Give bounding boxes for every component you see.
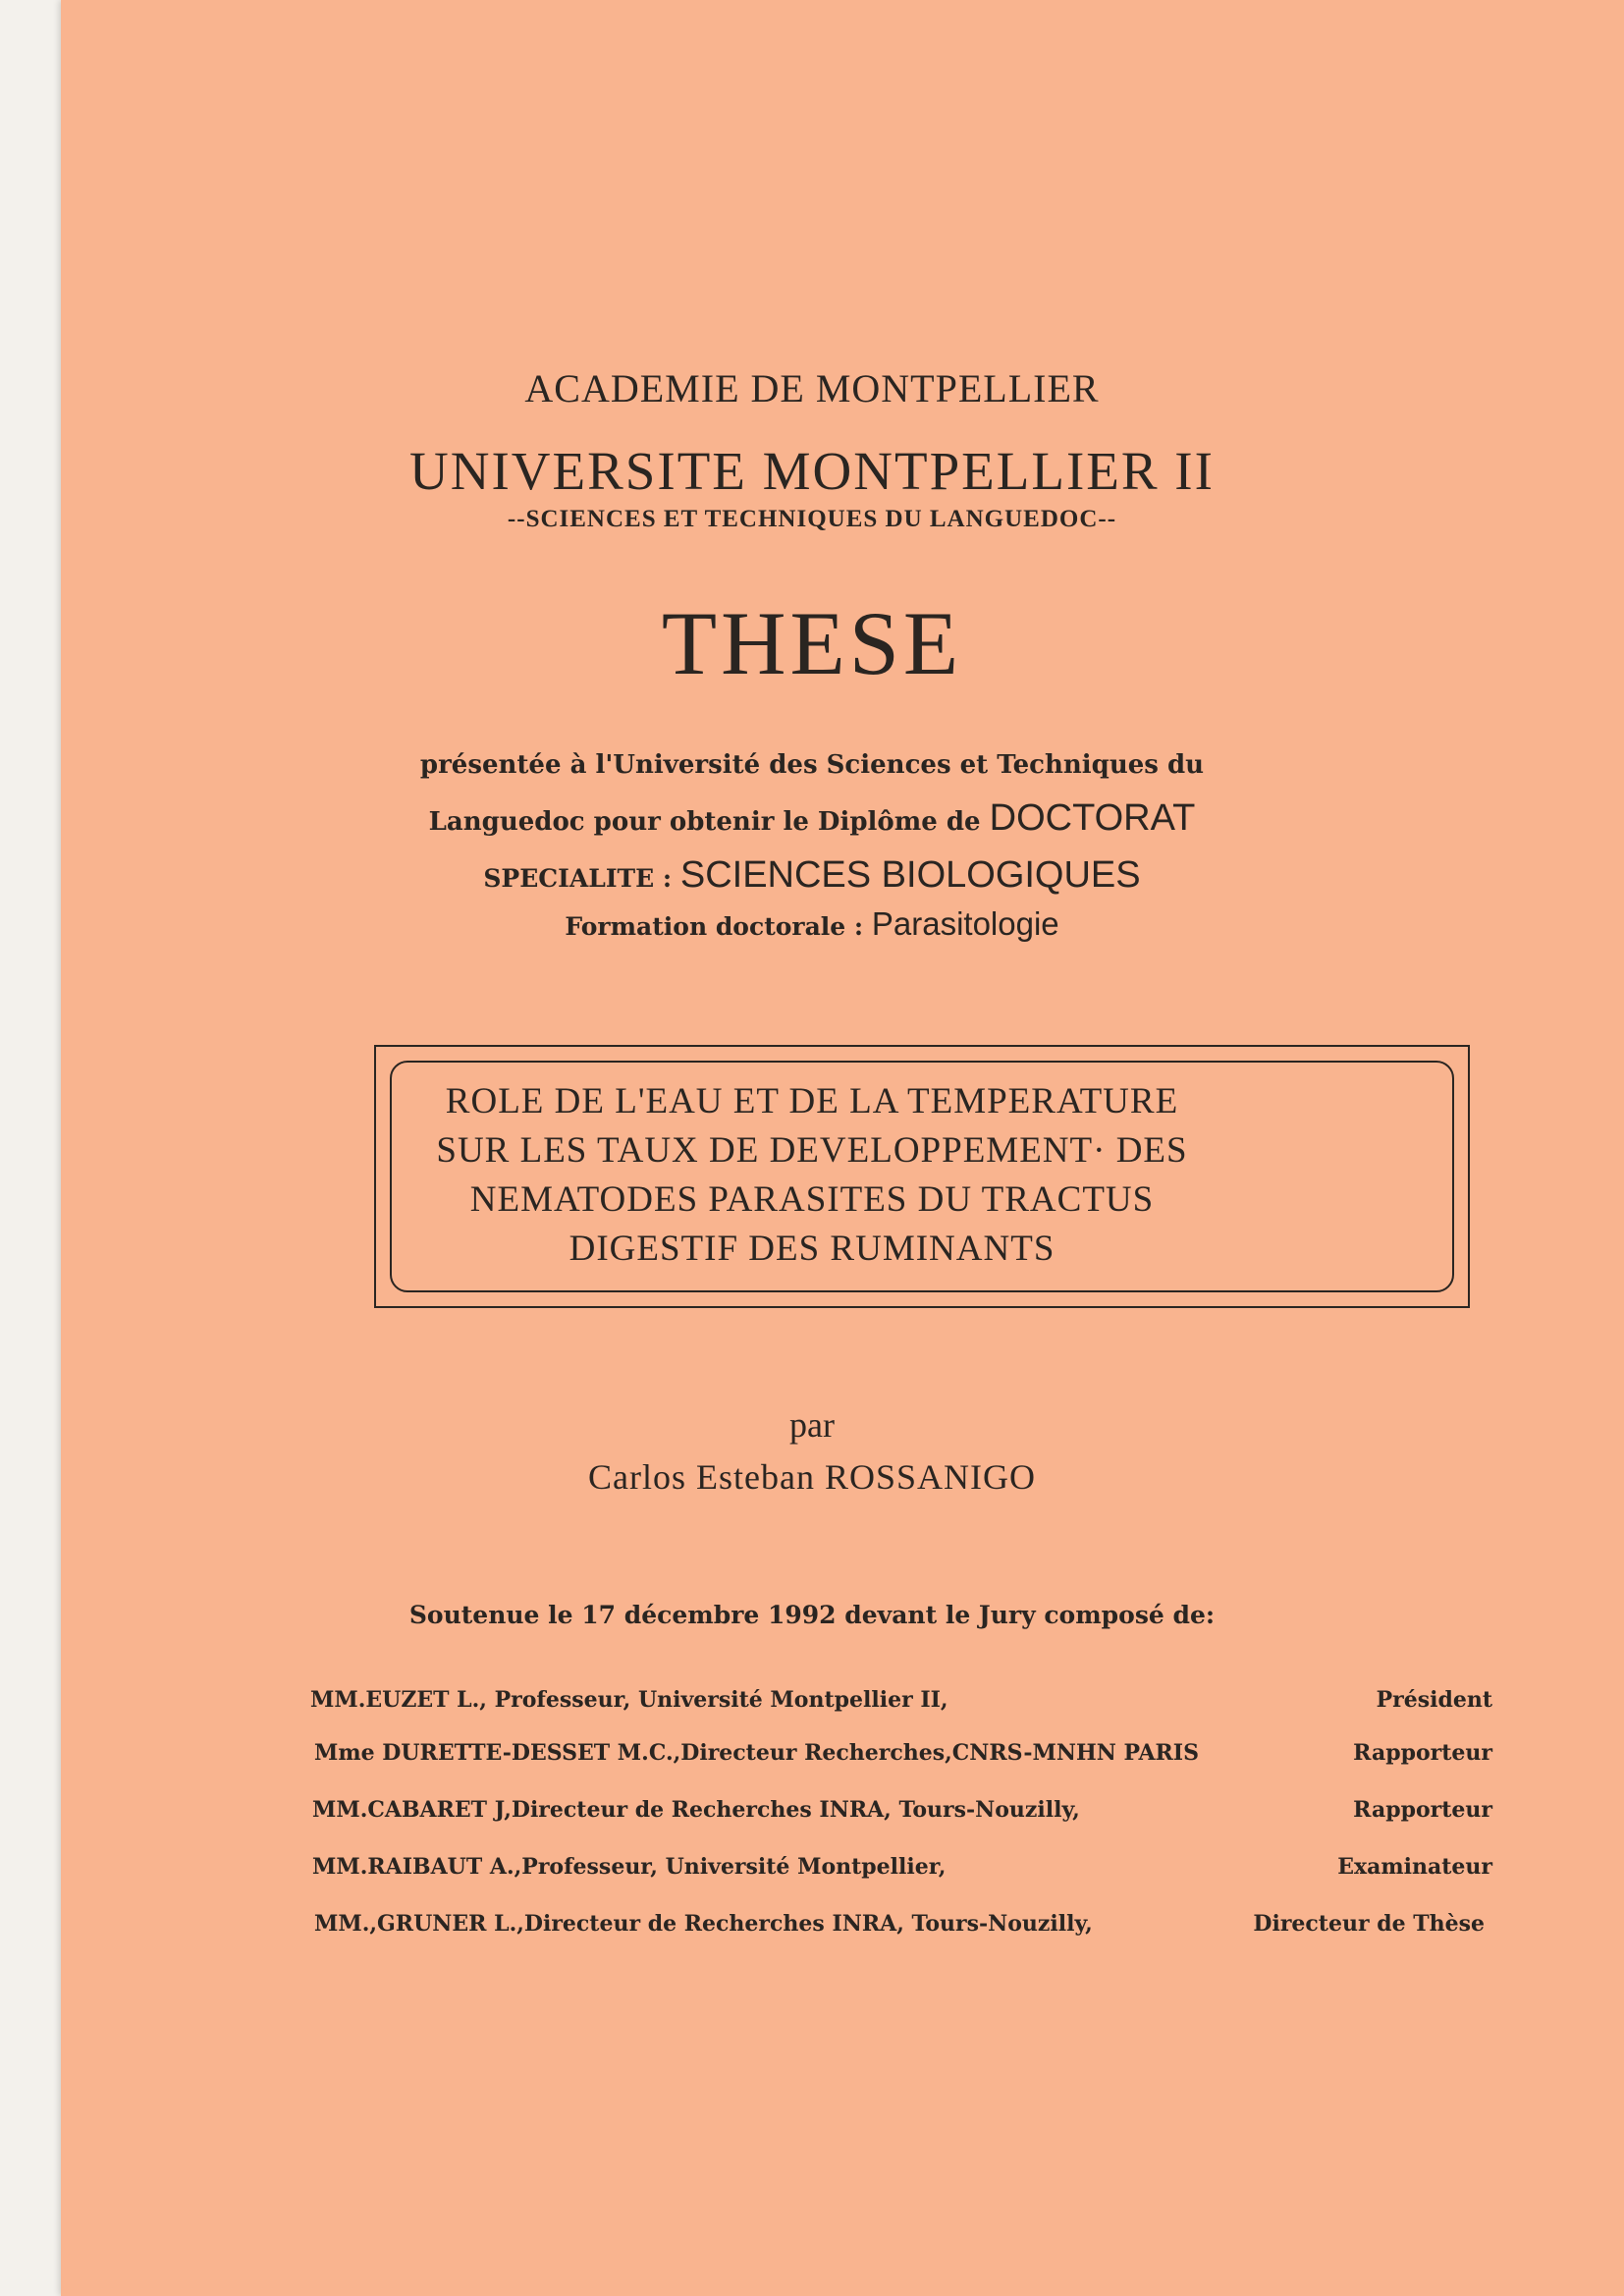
- jury-row: [0, 1797, 1624, 1832]
- thesis-title-line: ROLE DE L'EAU ET DE LA TEMPERATURE: [445, 1081, 1179, 1121]
- jury-member-name: MM.CABARET J,Directeur de Recherches INRA, Tours-Nouzilly,: [312, 1797, 1080, 1823]
- jury-member-role: Examinateur: [1337, 1854, 1492, 1880]
- jury-member-role: Directeur de Thèse: [1253, 1911, 1485, 1937]
- specialite-label: SPECIALITE :: [483, 864, 673, 893]
- jury-member-role: Rapporteur: [1353, 1740, 1492, 1766]
- diploma-prefix: Languedoc pour obtenir le Diplôme de: [428, 807, 981, 837]
- specialite-line: [0, 854, 1624, 897]
- jury-row: [0, 1687, 1624, 1722]
- by-label: par: [789, 1405, 835, 1445]
- diploma-degree: DOCTORAT: [989, 797, 1196, 839]
- presentation-line-2: [0, 797, 1624, 840]
- author-name: Carlos Esteban ROSSANIGO: [588, 1457, 1036, 1497]
- jury-row: [0, 1740, 1624, 1776]
- jury-member-name: Mme DURETTE-DESSET M.C.,Directeur Recherches,CNRS-MNHN PARIS: [314, 1740, 1199, 1766]
- thesis-title-line: DIGESTIF DES RUMINANTS: [568, 1229, 1056, 1269]
- university-name: UNIVERSITE MONTPELLIER II: [409, 441, 1215, 501]
- formation-line: [0, 905, 1624, 943]
- defense-statement: Soutenue le 17 décembre 1992 devant le Jury composé de:: [408, 1601, 1216, 1629]
- jury-member-name: MM.,GRUNER L.,Directeur de Recherches INRA, Tours-Nouzilly,: [314, 1911, 1093, 1937]
- specialite-value: SCIENCES BIOLOGIQUES: [679, 854, 1141, 896]
- academy-name: ACADEMIE DE MONTPELLIER: [524, 366, 1100, 410]
- formation-label: Formation doctorale :: [565, 912, 864, 941]
- jury-member-name: MM.RAIBAUT A.,Professeur, Université Montpellier,: [312, 1854, 947, 1880]
- jury-member-role: Rapporteur: [1353, 1797, 1492, 1823]
- jury-member-role: Président: [1376, 1687, 1492, 1713]
- document-type-title: THESE: [661, 593, 963, 693]
- presentation-line-1: présentée à l'Université des Sciences et Techniques du: [419, 750, 1205, 780]
- jury-member-name: MM.EUZET L., Professeur, Université Montpellier II,: [310, 1687, 948, 1713]
- thesis-title-line: SUR LES TAUX DE DEVELOPPEMENT· DES: [436, 1130, 1188, 1171]
- formation-value: Parasitologie: [871, 905, 1059, 942]
- thesis-title-line: NEMATODES PARASITES DU TRACTUS: [469, 1179, 1155, 1220]
- jury-row: [0, 1854, 1624, 1889]
- jury-row: [0, 1911, 1624, 1946]
- university-subtitle: --SCIENCES ET TECHNIQUES DU LANGUEDOC--: [507, 506, 1117, 532]
